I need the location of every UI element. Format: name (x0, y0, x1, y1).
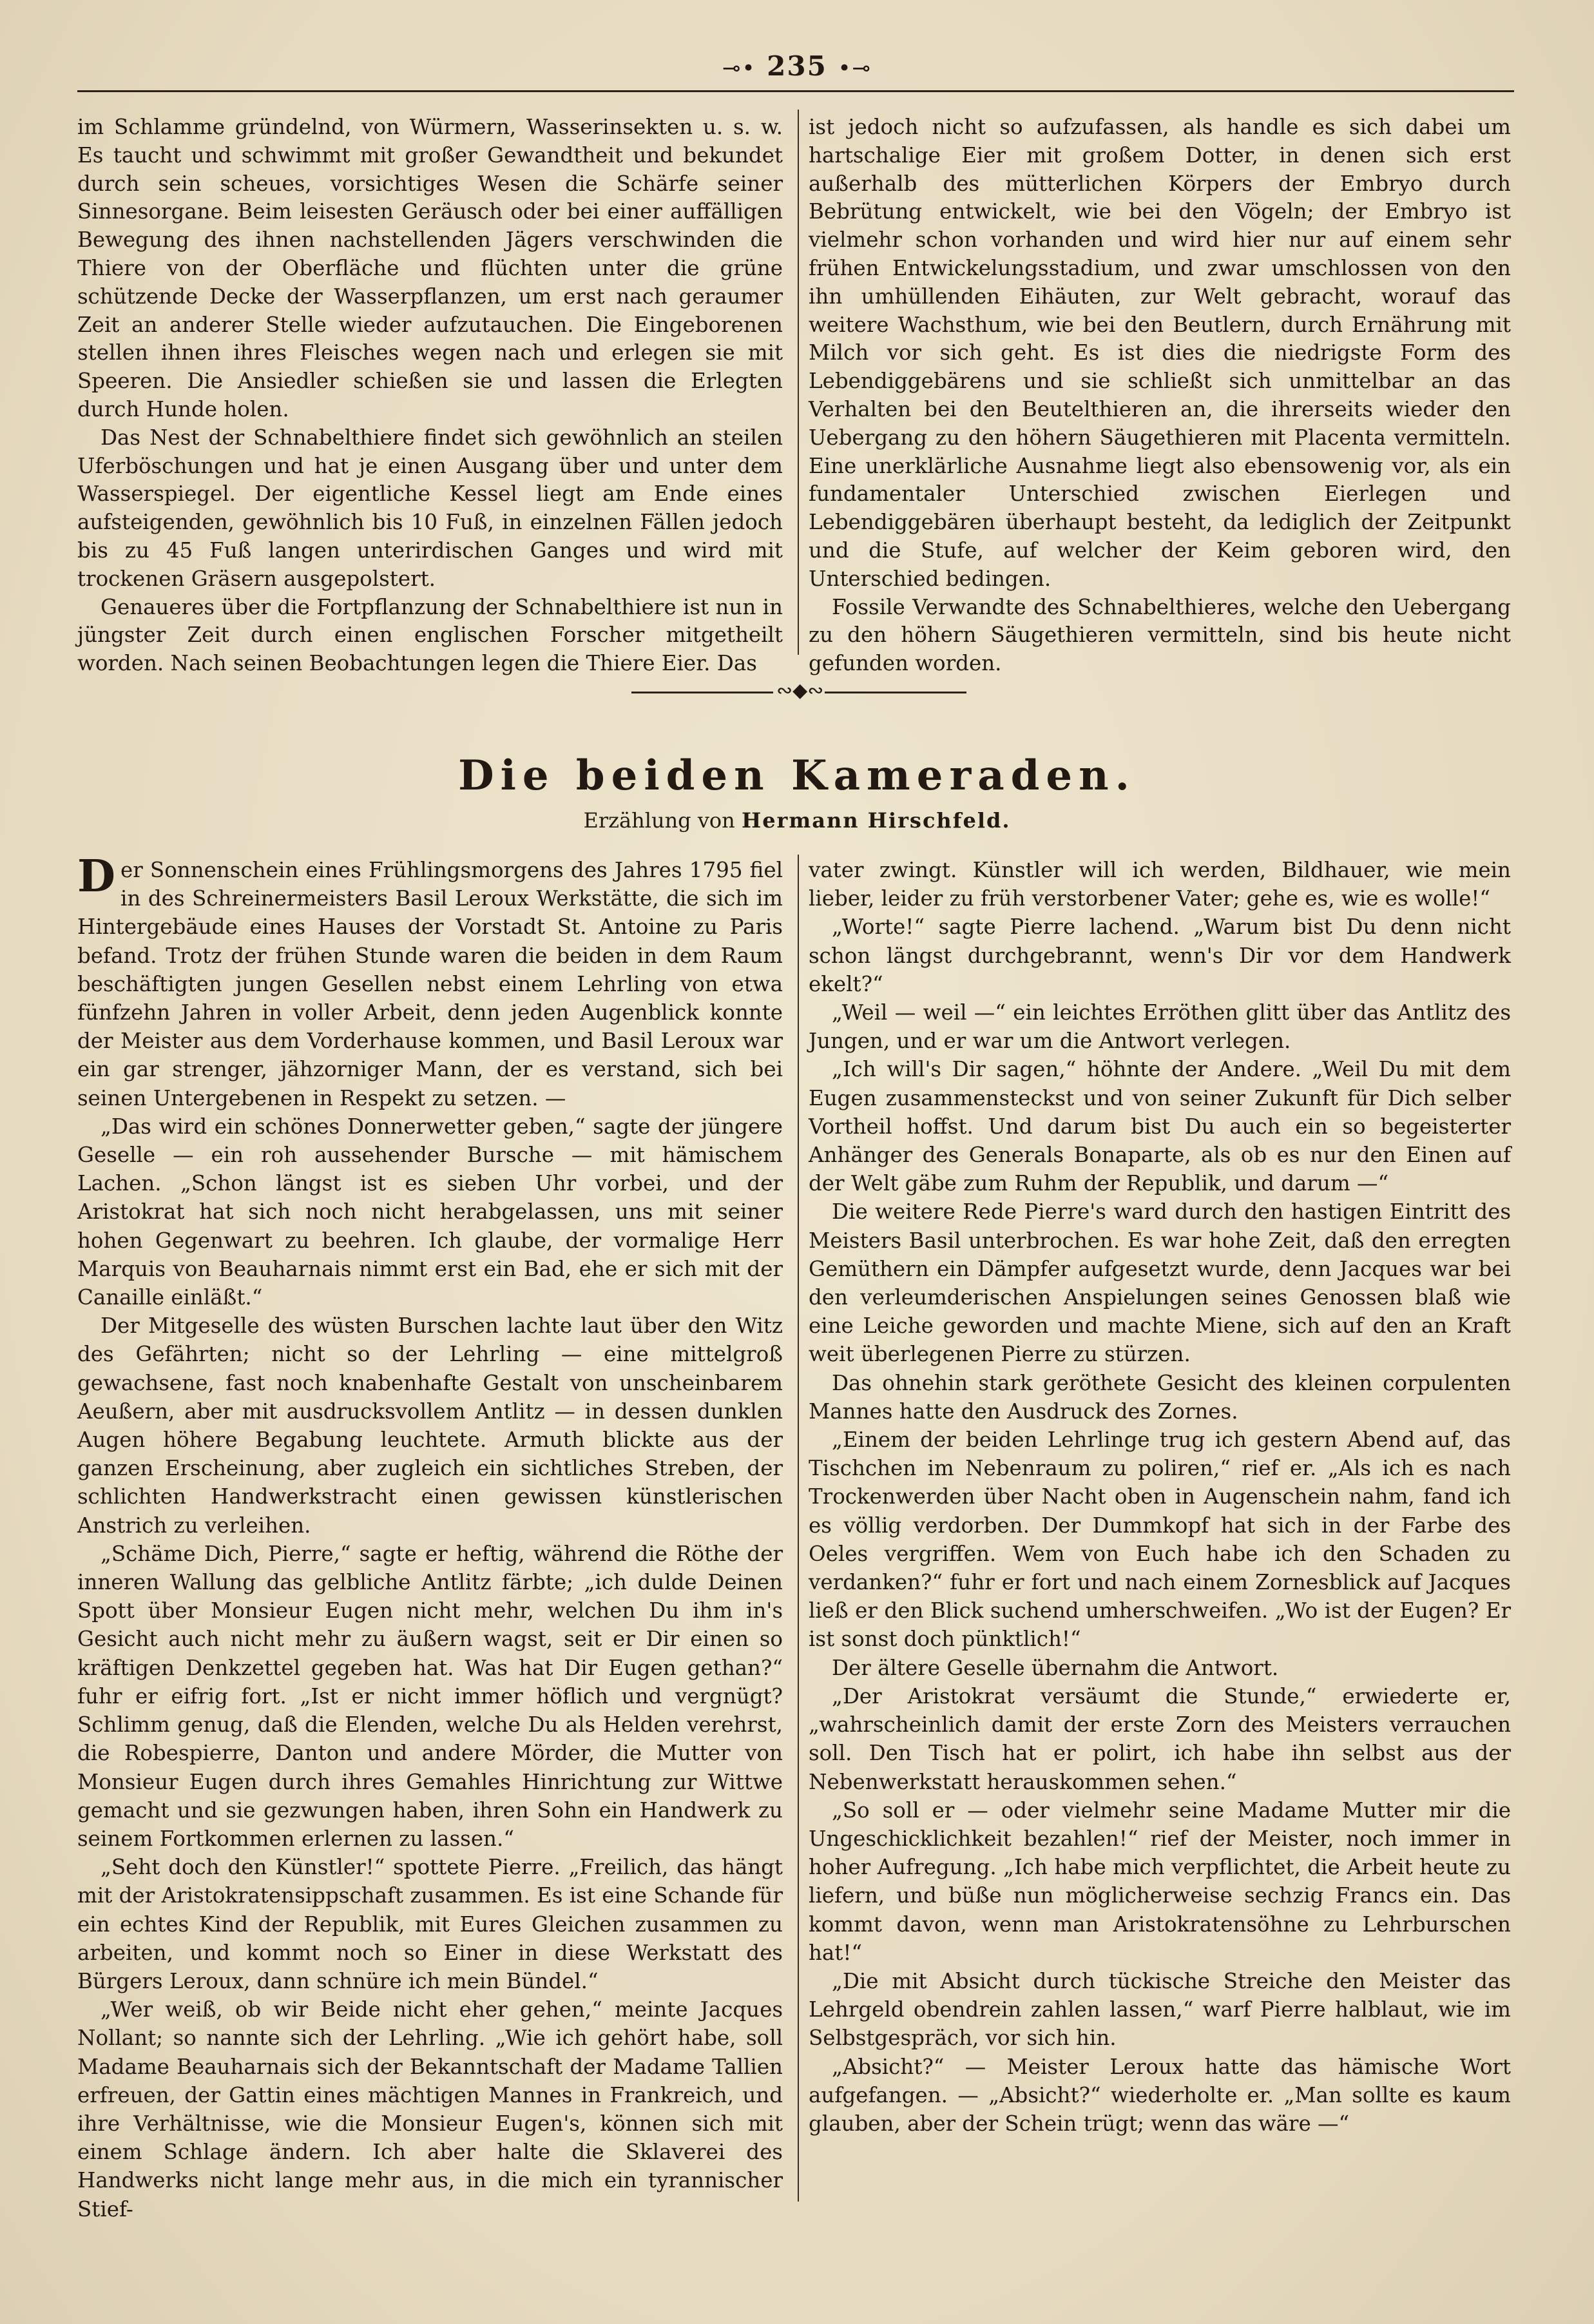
byline-prefix: Erzählung von (583, 808, 735, 833)
section-divider (631, 679, 966, 702)
drop-cap: D (77, 851, 115, 902)
page-number-value: 235 (767, 50, 827, 82)
paragraph: „Einem der beiden Lehrlinge trug ich gestern Abend auf, das Tischchen im Nebenraum zu poliren,“ rief er. „Als ich es nach Trockenwerden über Nacht oben in Augenschein nahm, fand ich es völlig verdorben. Der Dummkopf hat sich in der Farbe des Oeles vergriffen. Wem von Euch habe ich den Schaden zu verdanken?“ fuhr er fort und nach einem Zornesblick auf Jacques ließ er den Blick suchend umherschweifen. „Wo ist der Eugen? Er ist sonst doch pünktlich!“ (809, 1428, 1511, 1652)
paragraph: ist jedoch nicht so aufzufassen, als handle es sich dabei um hartschalige Eier mit großem Dotter, in denen sich erst außerhalb des mütterlichen Körpers der Embryo durch Bebrütung entwickelt, wie bei den Vögeln; der Embryo ist vielmehr schon vorhanden und wird hier nur auf einem sehr frühen Entwickelungsstadium, und zwar umschlossen von den ihn umhüllenden Eihäuten, zur Welt gebracht, worauf das weitere Wachsthum, wie bei den Beutlern, durch Ernährung mit Milch vor sich geht. Es ist dies die niedrigste Form des Lebendiggebärens und sie schließt sich unmittelbar an das Verhalten bei den Beutelthieren an, die ihrerseits wieder den Uebergang zu den höhern Säugethieren mit Placenta vermitteln. Eine unerklärliche Ausnahme liegt also ebensowenig vor, als ein fundamentaler Unterschied zwischen Eierlegen und Lebendiggebären überhaupt besteht, da lediglich der Zeitpunkt und die Stufe, auf welcher der Keim geboren wird, den Unterschied bedingen. (809, 115, 1511, 591)
page-number-ornament-left: ⊸• (722, 55, 756, 81)
paragraph: „Wer weiß, ob wir Beide nicht eher gehen,“ meinte Jacques Nollant; so nannte sich der Lehrling. „Wie ich gehört habe, soll Madame Beauharnais sich der Bekanntschaft der Madame Tallien erfreuen, der Gattin eines mächtigen Mannes in Frankreich, und ihre Verhältnisse, wie die Monsieur Eugen's, können sich mit einem Schlage ändern. Ich aber halte die Sklaverei des Handwerks nicht lange mehr aus, in die mich ein tyrannischer Stief- (77, 1997, 783, 2222)
paragraph: „Ich will's Dir sagen,“ höhnte der Andere. „Weil Du mit dem Eugen zusammensteckst und von seiner Zukunft für Dich selber Vortheil hoffst. Und darum bist Du auch ein so begeisterter Anhänger des Generals Bonaparte, als ob es nur den Einen auf der Welt gäbe zum Ruhm der Republik, und darum —“ (809, 1057, 1511, 1196)
paragraph: „Das wird ein schönes Donnerwetter geben,“ sagte der jüngere Geselle — ein roh aussehender Bursche — mit hämischem Lachen. „Schon längst ist es sieben Uhr vorbei, und der Aristokrat hat sich noch nicht herabgelassen, uns mit seiner hohen Gegenwart zu beehren. Ich glaube, der vormalige Herr Marquis von Beauharnais nimmt erst ein Bad, ehe er sich mit der Canaille einläßt.“ (77, 1114, 783, 1310)
top-column-divider (798, 110, 799, 655)
story-right-column (809, 856, 1511, 2138)
paragraph: Das Nest der Schnabelthiere findet sich gewöhnlich an steilen Uferböschungen und hat je einen Ausgang über und unter dem Wasserspiegel. Der eigentliche Kessel liegt am Ende eines aufsteigenden, gewöhnlich bis 10 Fuß, in einzelnen Fällen jedoch bis zu 45 Fuß langen unterirdischen Ganges und wird mit trockenen Gräsern ausgepolstert. (77, 425, 783, 591)
page-number-ornament-right: •⊸ (838, 55, 872, 81)
story-byline (387, 808, 1207, 833)
divider-ornament: ∾◆∾ (776, 679, 824, 702)
story-opening-text: er Sonnenschein eines Frühlingsmorgens des Jahres 1795 fiel in des Schreinermeisters Basil Leroux Werkstätte, die sich im Hintergebäude eines Hauses der Vorstadt St. Antoine zu Paris befand. Trotz der frühen Stunde waren die beiden in dem Raum beschäftigten jungen Gesellen nebst einem Lehrling von etwa fünfzehn Jahren in voller Arbeit, denn jeden Augenblick konnte der Meister aus dem Vorderhause kommen, und Basil Leroux war ein gar strenger, jähzorniger Mann, der es verstand, sich bei seinen Untergebenen in Respekt zu setzen. — (77, 858, 783, 1110)
paragraph: „Seht doch den Künstler!“ spottete Pierre. „Freilich, das hängt mit der Aristokratensippschaft zusammen. Es ist eine Schande für ein echtes Kind der Republik, mit Eures Gleichen zusammen zu arbeiten, und kommt noch so Einer in diese Werkstatt des Bürgers Leroux, dann schnüre ich mein Bündel.“ (77, 1855, 783, 1993)
paragraph: im Schlamme gründelnd, von Würmern, Wasserinsekten u. s. w. Es taucht und schwimmt mit großer Gewandtheit und bekundet durch sein scheues, vorsichtiges Wesen die Schärfe seiner Sinnesorgane. Beim leisesten Geräusch oder bei einer auffälligen Bewegung des ihnen nachstellenden Jägers verschwinden die Thiere von der Oberfläche und flüchten unter die grüne schützende Decke der Wasserpflanzen, um erst nach geraumer Zeit an anderer Stelle wieder aufzutauchen. Die Eingeborenen stellen ihnen ihres Fleisches wegen nach und erlegen sie mit Speeren. Die Ansiedler schießen sie und lassen die Erlegten durch Hunde holen. (77, 115, 783, 421)
story-left-column (77, 851, 783, 2223)
paragraph: Der Mitgeselle des wüsten Burschen lachte laut über den Witz des Gefährten; nicht so der Lehrling — eine mittelgroß gewachsene, fast noch knabenhafte Gestalt von unscheinbarem Aeußern, aber mit ausdrucksvollem Antlitz — in dessen dunklen Augen höhere Begabung leuchtete. Armuth blickte aus der ganzen Erscheinung, aber zugleich ein sichtliches Streben, der schlichten Handwerkstracht einen gewissen künstlerischen Anstrich zu verleihen. (77, 1313, 783, 1538)
page-number (696, 50, 898, 82)
paragraph: „Worte!“ sagte Pierre lachend. „Warum bist Du denn nicht schon längst durchgebrannt, wenn's Dir vor dem Handwerk ekelt?“ (809, 915, 1511, 996)
paragraph: „Die mit Absicht durch tückische Streiche den Meister das Lehrgeld obendrein zahlen lassen,“ warf Pierre halblaut, wie im Selbstgespräch, vor sich hin. (809, 1968, 1511, 2051)
paragraph: Die weitere Rede Pierre's ward durch den hastigen Eintritt des Meisters Basil unterbrochen. Es war hohe Zeit, daß den erregten Gemüthern ein Dämpfer aufgesetzt wurde, denn Jacques war bei den verleumderischen Anspielungen seines Genossen blaß wie eine Leiche geworden und machte Miene, sich auf den an Kraft weit überlegenen Pierre zu stürzen. (809, 1199, 1511, 1367)
byline-author: Hermann Hirschfeld. (741, 808, 1011, 833)
header-rule (77, 90, 1514, 92)
paragraph: „Absicht?“ — Meister Leroux hatte das hämische Wort aufgefangen. — „Absicht?“ wiederholte er. „Man sollte es kaum glauben, aber der Schein trügt; wenn das wäre —“ (809, 2054, 1511, 2136)
top-left-column (77, 113, 783, 678)
paragraph: vater zwingt. Künstler will ich werden, Bildhauer, wie mein lieber, leider zu früh verstorbener Vater; gehe es, wie es wolle!“ (809, 858, 1511, 911)
paragraph: Das ohnehin stark geröthete Gesicht des kleinen corpulenten Mannes hatte den Ausdruck des Zornes. (809, 1370, 1511, 1424)
paragraph: „Der Aristokrat versäumt die Stunde,“ erwiederte er, „wahrscheinlich damit der erste Zorn des Meisters verrauchen soll. Den Tisch hat er polirt, ich habe ihn selbst aus der Nebenwerkstatt herauskommen sehen.“ (809, 1683, 1511, 1794)
story-opening-paragraph (77, 851, 783, 1112)
paragraph: Fossile Verwandte des Schnabelthieres, welche den Uebergang zu den höhern Säugethieren vermitteln, sind bis heute nicht gefunden worden. (809, 594, 1511, 676)
paragraph: Der ältere Geselle übernahm die Antwort. (832, 1655, 1279, 1680)
paragraph: „So soll er — oder vielmehr seine Madame Mutter mir die Ungeschicklichkeit bezahlen!“ rief der Meister, noch immer in hoher Aufregung. „Ich habe mich verpflichtet, die Arbeit heute zu liefern, und büße nun möglicherweise sechzig Francs ein. Das kommt davon, wenn man Aristokratensöhne zu Lehrburschen hat!“ (809, 1797, 1511, 1965)
story-title: Die beiden Kameraden. (458, 751, 1136, 800)
top-right-column (809, 113, 1511, 678)
paragraph: „Weil — weil —“ ein leichtes Erröthen glitt über das Antlitz des Jungen, und er war um die Antwort verlegen. (809, 1000, 1511, 1054)
paragraph: Genaueres über die Fortpflanzung der Schnabelthiere ist nun in jüngster Zeit durch einen englischen Forscher mitgetheilt worden. Nach seinen Beobachtungen legen die Thiere Eier. Das (77, 594, 783, 676)
story-column-divider (798, 855, 799, 2202)
paragraph: „Schäme Dich, Pierre,“ sagte er heftig, während die Röthe der inneren Wallung das gelbliche Antlitz färbte; „ich dulde Deinen Spott über Monsieur Eugen nicht mehr, welchen Du ihm in's Gesicht auch nicht mehr zu äußern wagst, seit er Dir einen so kräftigen Denkzettel gegeben hat. Was hat Dir Eugen gethan?“ fuhr er eifrig fort. „Ist er nicht immer höflich und vergnügt? Schlimm genug, daß die Elenden, welche Du als Helden verehrst, die Robespierre, Danton und andere Mörder, die Mutter von Monsieur Eugen durch ihres Gemahles Hinrichtung zur Wittwe gemacht und sie gezwungen haben, ihren Sohn ein Handwerk zu seinem Fortkommen erlernen zu lassen.“ (77, 1541, 783, 1851)
